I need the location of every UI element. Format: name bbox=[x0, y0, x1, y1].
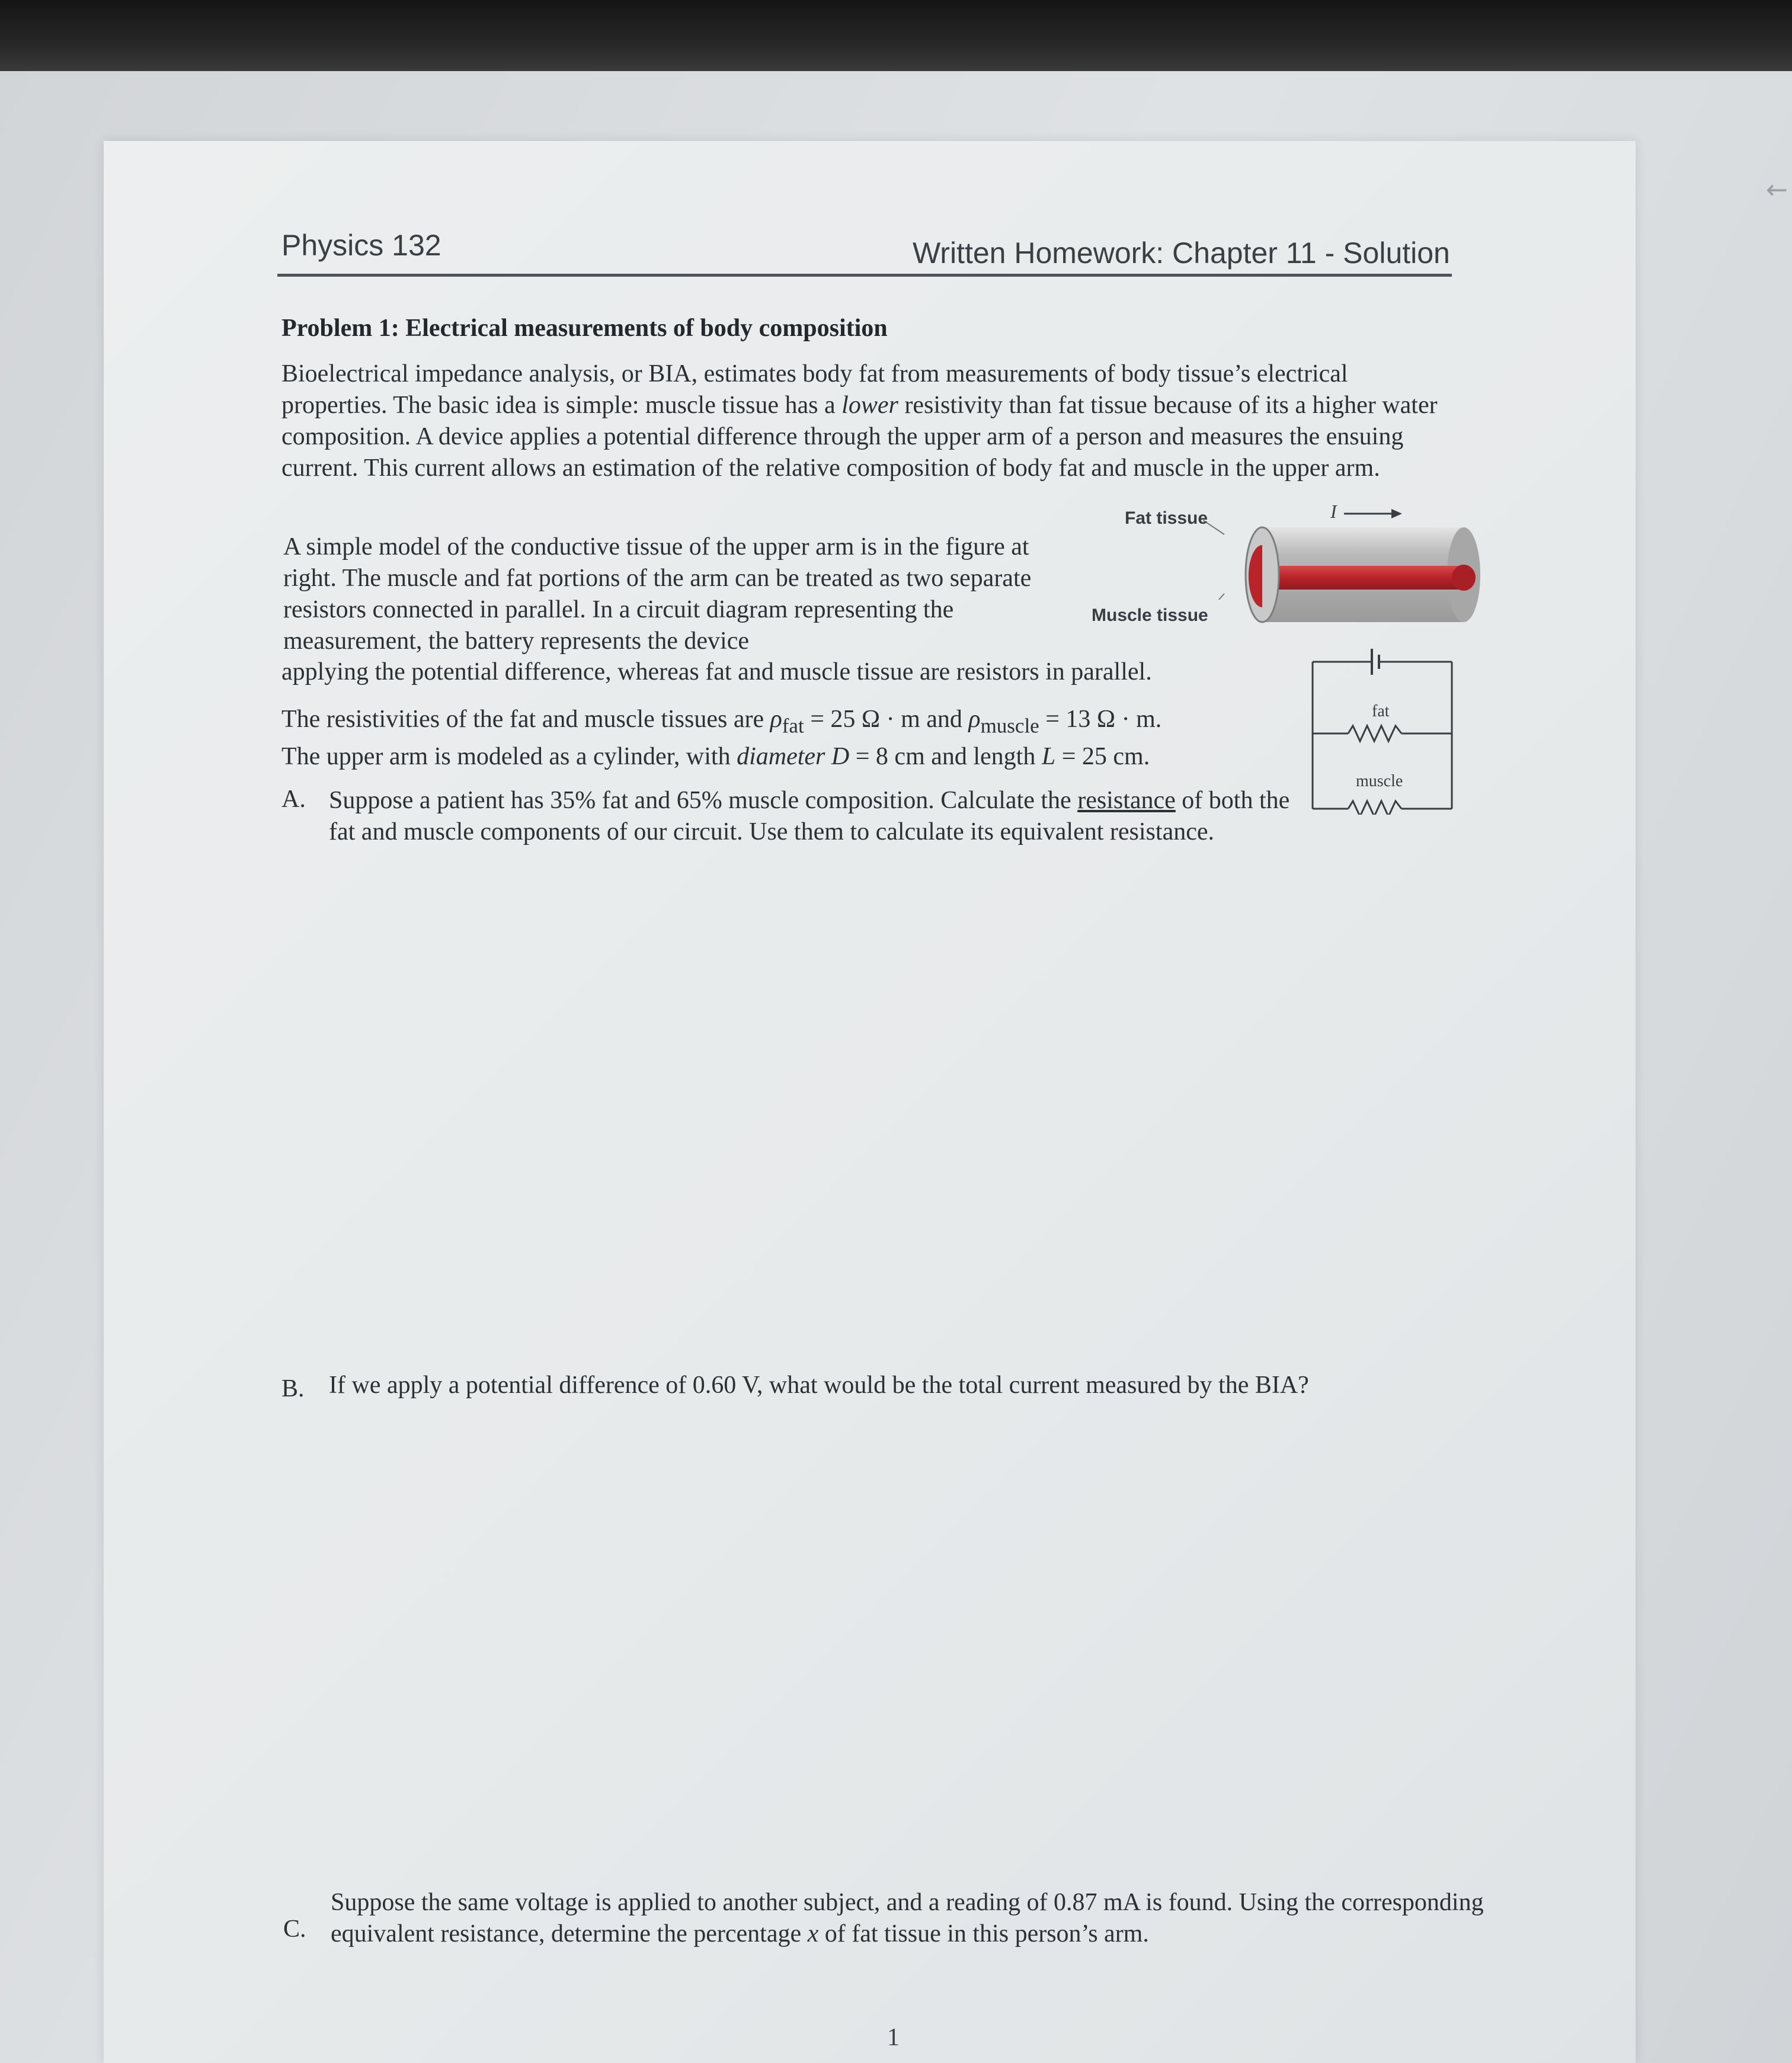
question-b-text: If we apply a potential difference of 0.60 V, what would be the total current measured by the BIA? bbox=[329, 1372, 1309, 1399]
question-b-label: B. bbox=[281, 1375, 305, 1402]
rho-fat-symbol: ρ bbox=[770, 706, 782, 733]
page-number: 1 bbox=[887, 2024, 900, 2051]
back-arrow-icon[interactable]: ← bbox=[1766, 175, 1788, 205]
diameter-value: = 8 cm and length bbox=[849, 743, 1042, 771]
model-paragraph-last-line: applying the potential difference, whereas fat and muscle tissue are resistors in parallel. bbox=[281, 658, 1152, 685]
question-c-text-1: Suppose the same voltage is applied to another subject, and a reading of 0.87 mA is found. Using the corresponding equivalent resistance, determine the percentage bbox=[331, 1889, 1484, 1947]
muscle-resistor-symbol bbox=[1348, 801, 1401, 815]
circuit-muscle-label: muscle bbox=[1356, 772, 1403, 790]
battery-symbol bbox=[1372, 649, 1379, 675]
leader-lines bbox=[1203, 517, 1227, 600]
fat-tissue-label: Fat tissue bbox=[1125, 508, 1208, 528]
length-symbol: L bbox=[1041, 743, 1056, 771]
circuit-fat-label: fat bbox=[1372, 702, 1390, 720]
rho-muscle-symbol: ρ bbox=[968, 706, 981, 733]
question-a-underlined: resistance bbox=[1077, 787, 1176, 814]
muscle-tissue-core bbox=[1262, 565, 1476, 591]
rho-fat-subscript: fat bbox=[782, 714, 804, 738]
question-a-text-1: Suppose a patient has 35% fat and 65% muscle composition. Calculate the bbox=[329, 787, 1078, 814]
question-c-label: C. bbox=[283, 1915, 306, 1943]
resistivity-paragraph bbox=[281, 704, 1319, 773]
question-a-label: A. bbox=[281, 786, 306, 813]
fat-resistor-symbol bbox=[1348, 726, 1401, 741]
question-c-text bbox=[331, 1887, 1486, 1950]
monitor-bezel bbox=[0, 0, 1792, 71]
header-divider bbox=[277, 274, 1452, 277]
intro-paragraph bbox=[281, 358, 1455, 484]
resist-text-1: The resistivities of the fat and muscle tissues are bbox=[281, 706, 770, 733]
problem-title: Problem 1: Electrical measurements of body composition bbox=[281, 315, 888, 342]
question-c-variable: x bbox=[807, 1920, 819, 1947]
header-assignment: Written Homework: Chapter 11 - Solution bbox=[913, 236, 1450, 270]
current-label: I bbox=[1330, 501, 1337, 522]
question-a-text bbox=[329, 785, 1301, 848]
length-value: = 25 cm. bbox=[1055, 743, 1150, 771]
intro-text-1: Bioelectrical impedance analysis, or BIA, estimates body fat from measurements of body tissue’s electrical properties. The basic idea is simple: muscle tissue has a bbox=[281, 360, 1348, 419]
header-course: Physics 132 bbox=[281, 229, 441, 262]
rho-muscle-value: = 13 Ω · m. bbox=[1039, 706, 1162, 733]
rho-muscle-subscript: muscle bbox=[980, 714, 1039, 738]
arm-cylinder-figure bbox=[1209, 510, 1493, 628]
muscle-tissue-label: Muscle tissue bbox=[1092, 606, 1208, 625]
diameter-symbol: diameter D bbox=[737, 743, 850, 771]
question-a-text-2: of both the fat and muscle components of our circuit. Use them to calculate its equivalent resistance. bbox=[329, 787, 1290, 845]
intro-text-2: resistivity than fat tissue because of its a higher water composition. A device applies a potential difference through the upper arm of a person and measures the ensuing current. This current allows an estimation of the relative composition of body fat and muscle in the upper arm. bbox=[281, 392, 1438, 482]
model-paragraph: A simple model of the conductive tissue of the upper arm is in the figure at right. The muscle and fat portions of the arm can be treated as two separate resistors connected in parallel. In a circuit diagram representing the measurement, the battery represents the device bbox=[283, 533, 1032, 655]
resist-text-2: The upper arm is modeled as a cylinder, with bbox=[281, 743, 737, 771]
current-arrow-icon bbox=[1344, 507, 1403, 521]
intro-emphasis: lower bbox=[841, 392, 898, 419]
rho-fat-value: = 25 Ω · m and bbox=[804, 706, 969, 733]
question-c-text-2: of fat tissue in this person’s arm. bbox=[818, 1920, 1149, 1947]
